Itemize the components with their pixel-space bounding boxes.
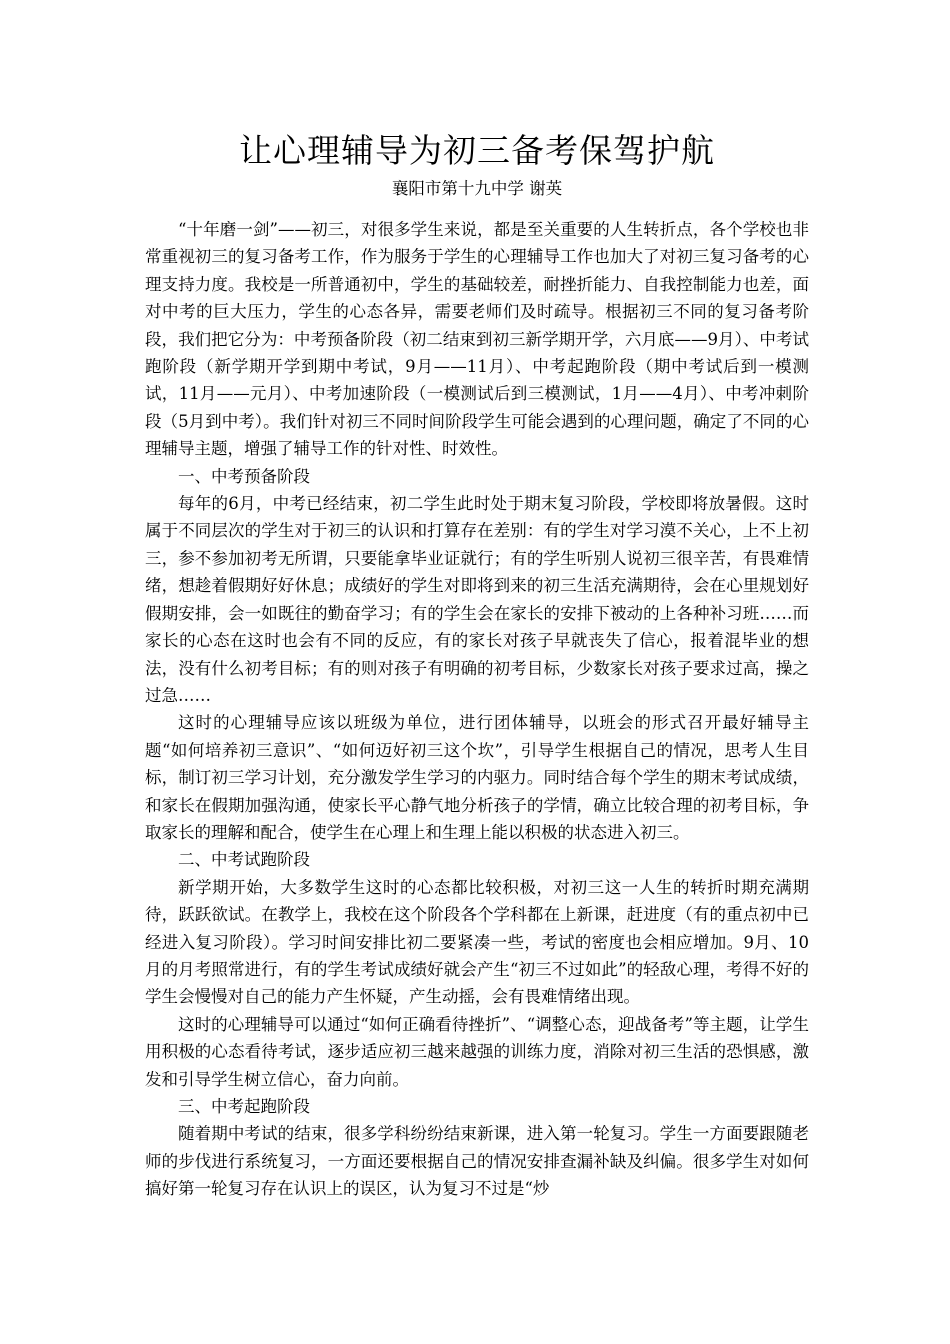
document-page <box>145 128 809 1203</box>
body-paragraph: 新学期开始，大多数学生这时的心态都比较积极，对初三这一人生的转折时期充满期待，跃跃欲试。在教学上，我校在这个阶段各个学科都在上新课，赶进度（有的重点初中已经进入复习阶段）。学习时间安排比初二要紧凑一些，考试的密度也会相应增加。9月、10月的月考照常进行，有的学生考试成绩好就会产生“初三不过如此”的轻敌心理，考得不好的学生会慢慢对自己的能力产生怀疑，产生动摇，会有畏难情绪出现。 <box>145 877 809 1007</box>
body-paragraph: 每年的6月，中考已经结束，初二学生此时处于期末复习阶段，学校即将放暑假。这时属于不同层次的学生对于初三的认识和打算存在差别：有的学生对学习漠不关心，上不上初三，参不参加初考无所谓，只要能拿毕业证就行；有的学生听别人说初三很辛苦，有畏难情绪，想趁着假期好好休息；成绩好的学生对即将到来的初三生活充满期待，会在心里规划好假期安排，会一如既往的勤奋学习；有的学生会在家长的安排下被动的上各种补习班……而家长的心态在这时也会有不同的反应，有的家长对孩子早就丧失了信心，报着混毕业的想法，没有什么初考目标；有的则对孩子有明确的初考目标，少数家长对孩子要求过高，操之过急…… <box>145 494 809 705</box>
intro-paragraph: “十年磨一剑”——初三，对很多学生来说，都是至关重要的人生转折点，各个学校也非常重视初三的复习备考工作，作为服务于学生的心理辅导工作也加大了对初三复习备考的心理支持力度。我校是一所普通初中，学生的基础较差，耐挫折能力、自我控制能力也差，面对中考的巨大压力，学生的心态各异，需要老师们及时疏导。根据初三不同的复习备考阶段，我们把它分为：中考预备阶段（初二结束到初三新学期开学，六月底——9月）、中考试跑阶段（新学期开学到期中考试，9月——11月）、中考起跑阶段（期中考试后到一模测试，11月——元月）、中考加速阶段（一模测试后到三模测试，1月——4月）、中考冲刺阶段（5月到中考）。我们针对初三不同时间阶段学生可能会遇到的心理问题，确定了不同的心理辅导主题，增强了辅导工作的针对性、时效性。 <box>145 220 809 459</box>
body-paragraph: 这时的心理辅导可以通过“如何正确看待挫折”、“调整心态，迎战备考”等主题，让学生用积极的心态看待考试，逐步适应初三越来越强的训练力度，消除对初三生活的恐惧感，激发和引导学生树立信心，奋力向前。 <box>145 1014 809 1089</box>
document-author: 襄阳市第十九中学 谢英 <box>391 179 563 198</box>
section-heading-2: 二、中考试跑阶段 <box>178 850 310 870</box>
body-paragraph: 这时的心理辅导应该以班级为单位，进行团体辅导，以班会的形式召开最好辅导主题“如何培养初三意识”、“如何迈好初三这个坎”，引导学生根据自己的情况，思考人生目标，制订初三学习计划，充分激发学生学习的内驱力。同时结合每个学生的期末考试成绩，和家长在假期加强沟通，使家长平心静气地分析孩子的学情，确立比较合理的初考目标，争取家长的理解和配合，使学生在心理上和生理上能以积极的状态进入初三。 <box>145 713 809 842</box>
document-body <box>145 216 809 1203</box>
body-paragraph: 随着期中考试的结束，很多学科纷纷结束新课，进入第一轮复习。学生一方面要跟随老师的步伐进行系统复习，一方面还要根据自己的情况安排查漏补缺及纠偏。很多学生对如何搞好第一轮复习存在认识上的误区，认为复习不过是“炒 <box>145 1124 809 1199</box>
section-heading-1: 一、中考预备阶段 <box>178 466 310 486</box>
document-title: 让心理辅导为初三备考保驾护航 <box>239 131 715 170</box>
section-heading-3: 三、中考起跑阶段 <box>178 1097 310 1116</box>
